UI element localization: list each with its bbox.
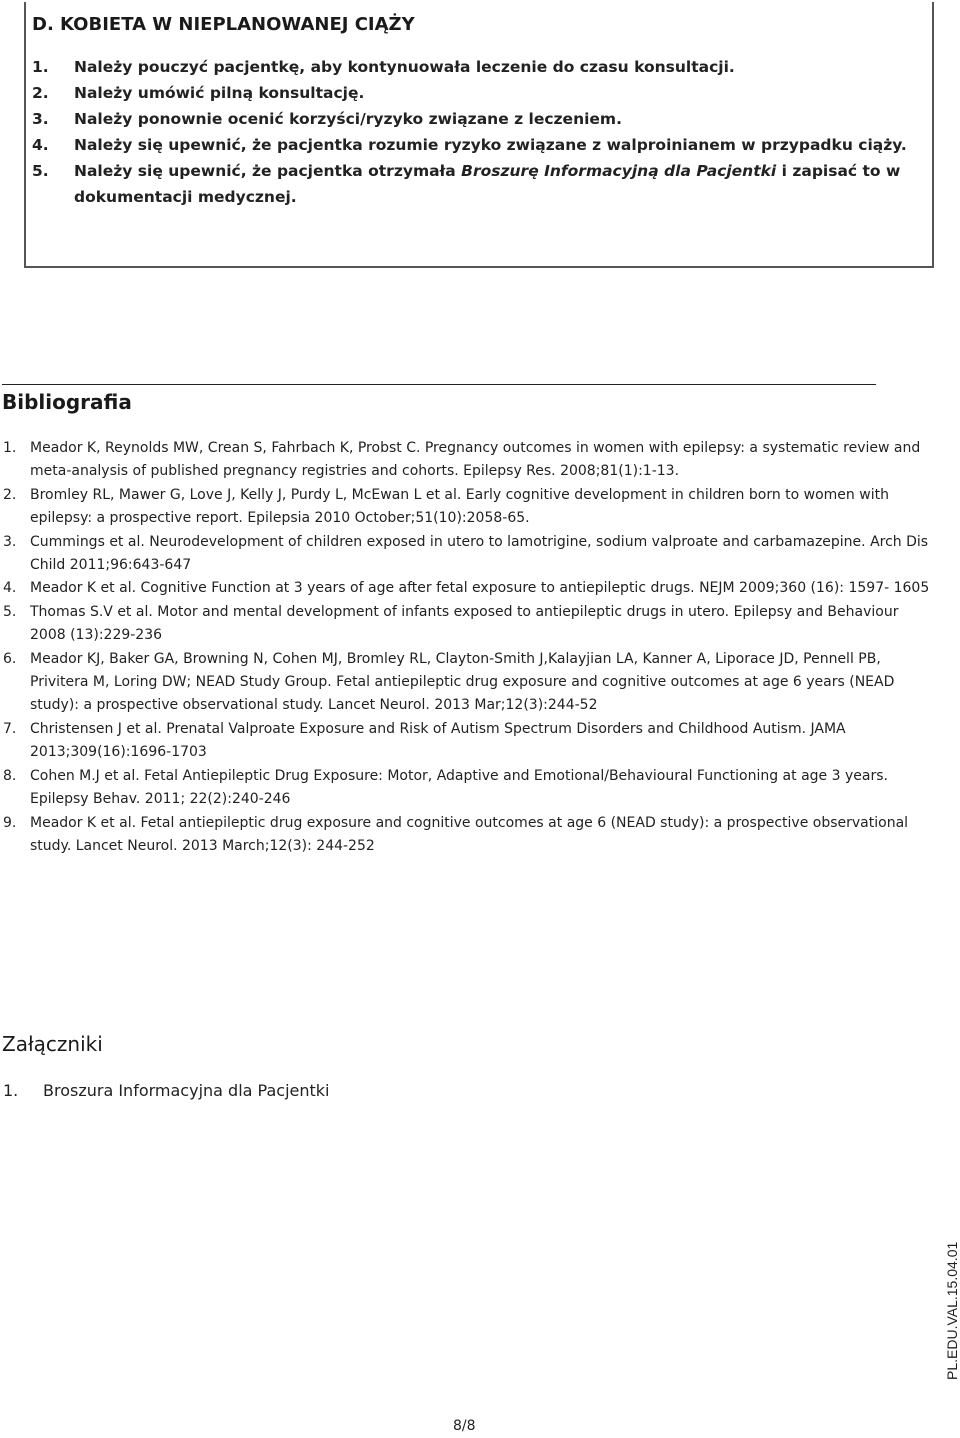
bibliography-list: [0, 437, 930, 858]
bibliography-entry: [0, 484, 930, 531]
box-item: [32, 132, 912, 158]
box-item: [32, 158, 912, 210]
entry-text: Christensen J et al. Prenatal Valproate Exposure and Risk of Autism Spectrum Disorders and Childhood Autism. JAMA 2013;309(16):1696-1703: [30, 720, 846, 761]
entry-number: 8.: [3, 767, 17, 784]
entry-text: Meador K et al. Cognitive Function at 3 years of age after fetal exposure to antiepileptic drugs. NEJM 2009;360 (16): 1597- 1605: [30, 580, 930, 597]
bibliography-rule: [2, 384, 876, 385]
entry-text: Meador KJ, Baker GA, Browning N, Cohen MJ, Bromley RL, Clayton-Smith J,Kalayjian LA, Kanner A, Liporace JD, Pennell PB, Privitera M, Loring DW; NEAD Study Group. Fetal antiepileptic drug exposure and cognitive outcomes at age 6 years (NEAD study): a prospective observational study. Lancet Neurol. 2013 Mar;12(3):244-52: [30, 650, 895, 714]
bibliography-title: Bibliografia: [2, 390, 132, 414]
box-list: [32, 54, 912, 210]
box-item-text-start: Należy się upewnić, że pacjentka otrzymała: [74, 162, 462, 180]
bibliography-entry: [0, 531, 930, 578]
attachment-text: Broszura Informacyjna dla Pacjentki: [43, 1081, 330, 1100]
bibliography-entry: [0, 648, 930, 718]
bibliography-entry: [0, 437, 930, 484]
entry-number: 7.: [3, 720, 17, 737]
box-item-text: Należy pouczyć pacjentkę, aby kontynuowała leczenie do czasu konsultacji.: [74, 58, 735, 76]
box-item-text: Należy ponownie ocenić korzyści/ryzyko związane z leczeniem.: [74, 110, 622, 128]
entry-number: 5.: [3, 603, 17, 620]
entry-number: 2.: [3, 486, 17, 503]
box-item: [32, 54, 912, 80]
attachment-item: [3, 1080, 329, 1102]
entry-text: Meador K, Reynolds MW, Crean S, Fahrbach K, Probst C. Pregnancy outcomes in women with epilepsy: a systematic review and meta-analysis of published pregnancy registries and cohorts. Epilepsy Res. 2008;81(1):1-13.: [30, 440, 921, 480]
bibliography-entry: [0, 765, 930, 812]
attachments-title: Załączniki: [2, 1032, 103, 1056]
bibliography-entry: [0, 601, 930, 648]
box-item-text: Należy się upewnić, że pacjentka rozumie ryzyko związane z walproinianem w przypadku ciąży.: [74, 136, 907, 154]
box-item: [32, 80, 912, 106]
bibliography-entry: [0, 812, 930, 859]
box-item: [32, 106, 912, 132]
unplanned-pregnancy-box: [24, 2, 934, 268]
entry-text: Meador K et al. Fetal antiepileptic drug exposure and cognitive outcomes at age 6 (NEAD study): a prospective observational study. Lancet Neurol. 2013 March;12(3): 244-252: [30, 814, 909, 854]
box-item-number: 4.: [32, 136, 49, 154]
entry-number: 3.: [3, 533, 17, 550]
brochure-title: Broszurę Informacyjną dla Pacjentki: [461, 162, 777, 180]
entry-text: Cummings et al. Neurodevelopment of children exposed in utero to lamotrigine, sodium valproate and carbamazepine. Arch Dis Child 2011;96:643-647: [30, 533, 929, 574]
box-item-number: 5.: [32, 162, 49, 180]
bibliography-entry: [0, 577, 930, 600]
box-item-text-end: i zapisać to w dokumentacji medycznej.: [74, 162, 901, 206]
box-item-text: Należy umówić pilną konsultację.: [74, 84, 365, 102]
box-title: D. KOBIETA W NIEPLANOWANEJ CIĄŻY: [32, 14, 415, 35]
entry-number: 4.: [3, 580, 17, 597]
box-item-number: 1.: [32, 58, 49, 76]
entry-number: 9.: [3, 814, 17, 831]
box-item-number: 3.: [32, 110, 49, 128]
entry-text: Bromley RL, Mawer G, Love J, Kelly J, Purdy L, McEwan L et al. Early cognitive development in children born to women with epilepsy: a prospective report. Epilepsia 2010 October;51(10):2058-65.: [30, 486, 889, 527]
page-number: 8/8: [453, 1418, 476, 1434]
document-code: PL.EDU.VAL.15.04.01: [944, 1241, 960, 1380]
entry-number: 1.: [3, 440, 17, 456]
entry-text: Cohen M.J et al. Fetal Antiepileptic Drug Exposure: Motor, Adaptive and Emotional/Behavioural Functioning at age 3 years. Epilepsy Behav. 2011; 22(2):240-246: [30, 767, 888, 808]
entry-text: Thomas S.V et al. Motor and mental development of infants exposed to antiepileptic drugs in utero. Epilepsy and Behaviour 2008 (13):229-236: [30, 603, 899, 644]
attachment-number: 1.: [3, 1081, 19, 1100]
box-item-number: 2.: [32, 84, 49, 102]
entry-number: 6.: [3, 650, 17, 667]
bibliography-entry: [0, 718, 930, 765]
